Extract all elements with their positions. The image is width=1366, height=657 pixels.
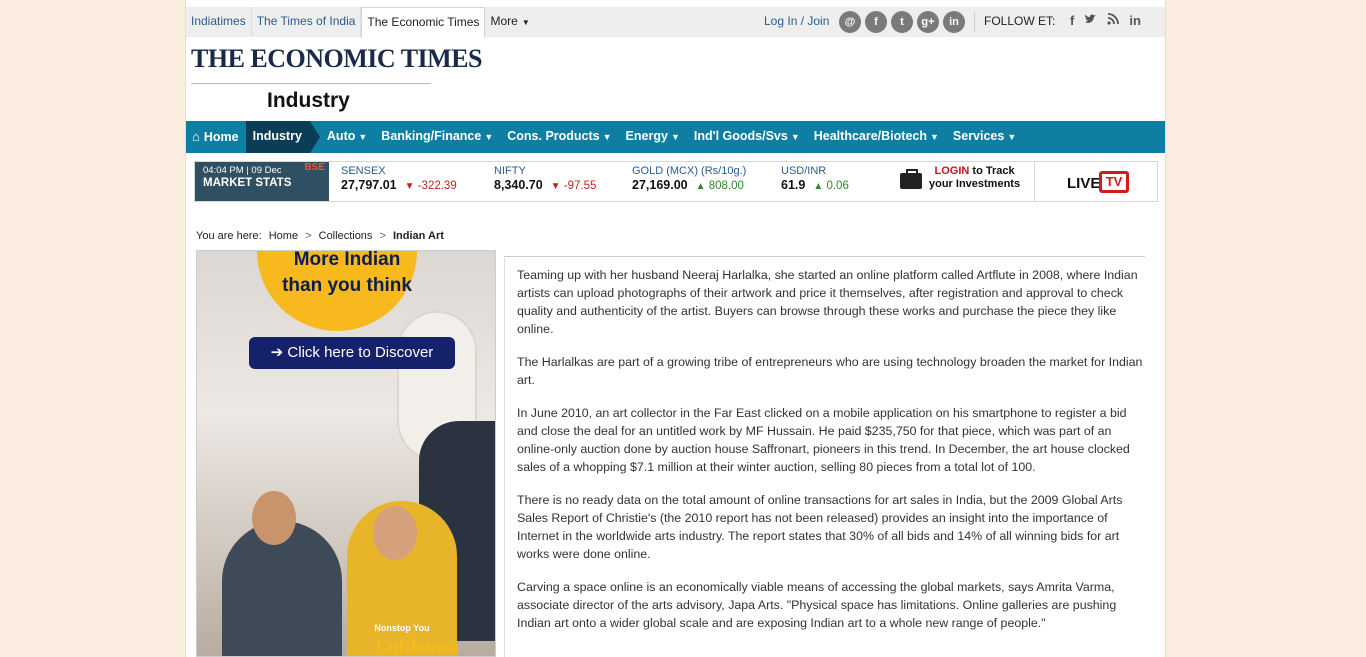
article-body: [517, 266, 1147, 647]
live-tv-button[interactable]: [1034, 162, 1158, 201]
track-text: to Track: [969, 165, 1015, 177]
track-login-text: LOGIN: [934, 165, 970, 177]
market-stats-bar: [194, 161, 1158, 202]
follow-icons: [1070, 7, 1141, 35]
nav-energy[interactable]: [619, 121, 687, 153]
section-title: Industry: [267, 89, 350, 112]
article-paragraph: In June 2010, an art collector in the Far East clicked on a mobile application on his smartphone to register a bid and close the deal for an untitled work by MF Hussain. He paid $235,750 for that piece, which was part of an online-only auction done by auction house Saffronart, pioneers in this trend. In December, the art house clocked sales of a whopping $7.1 million at their winter auction, selling 80 pieces from a total lot of 100.: [517, 406, 1130, 474]
down-arrow-icon: ▼: [404, 181, 415, 192]
down-arrow-icon: ▼: [550, 181, 561, 192]
nav-banking-finance[interactable]: [374, 121, 500, 153]
ad-headline: [197, 250, 496, 299]
track-text-line2: your Investments: [929, 178, 1021, 190]
linkedin-follow-icon[interactable]: in: [1129, 13, 1141, 28]
ad-headline-line1: More Indian: [293, 250, 401, 270]
linkedin-icon[interactable]: in: [943, 11, 965, 33]
ad-passenger-face: [373, 506, 417, 560]
logo-divider: [191, 83, 431, 84]
market-item-name: SENSEX: [341, 165, 386, 177]
main-nav: [186, 121, 1166, 153]
nav-label: Auto: [326, 129, 356, 143]
login-join-link[interactable]: Log In / Join: [764, 14, 830, 28]
market-stats-label-box[interactable]: [195, 162, 329, 201]
chevron-down-icon: ▼: [790, 132, 800, 142]
follow-label: FOLLOW ET:: [984, 14, 1056, 28]
email-icon[interactable]: @: [839, 11, 861, 33]
nav-label: Cons. Products: [507, 129, 600, 143]
market-item-name: GOLD (MCX) (Rs/10g.): [632, 165, 747, 177]
home-icon: ⌂: [192, 129, 200, 144]
chevron-down-icon: ▼: [602, 132, 612, 142]
market-item-gold[interactable]: [632, 165, 746, 192]
article-paragraph: Carving a space online is an economically viable means of accessing the global markets, says Amrita Varma, associate director of the arts advisory, Japa Arts. "Physical space has limitations. Online galleries are pushing Indian art onto a wider global scale and are exposing Indian art to a whole new range of people.": [517, 580, 1117, 630]
chevron-down-icon: ▼: [670, 132, 680, 142]
chevron-down-icon: ▼: [1007, 132, 1017, 142]
market-item-nifty[interactable]: [494, 165, 596, 192]
link-indiatimes[interactable]: Indiatimes: [186, 7, 252, 37]
nav-healthcare[interactable]: [807, 121, 946, 153]
market-item-value: 27,797.01: [341, 178, 397, 192]
divider: [974, 12, 975, 32]
market-item-change: 808.00: [708, 180, 744, 192]
article: [504, 256, 1166, 657]
market-stats-label: MARKET STATS: [203, 177, 292, 189]
share-icons: [839, 11, 965, 33]
briefcase-icon: [900, 173, 922, 189]
chevron-down-icon: ▼: [484, 132, 494, 142]
nav-label: Energy: [625, 129, 668, 143]
breadcrumb-separator: >: [379, 230, 386, 242]
nav-label: Banking/Finance: [381, 129, 482, 143]
market-time: 04:04 PM | 09 Dec: [203, 165, 282, 176]
network-links: [186, 7, 535, 37]
article-divider: [505, 256, 1145, 257]
market-item-value: 8,340.70: [494, 178, 543, 192]
nav-cons-products[interactable]: [500, 121, 618, 153]
ad-cta-button[interactable]: [249, 337, 455, 369]
market-item-sensex[interactable]: [341, 165, 457, 192]
ad-passenger-face: [252, 491, 296, 545]
nav-label: Industry: [252, 129, 302, 143]
more-label: More: [490, 14, 518, 28]
nav-industry[interactable]: [246, 121, 310, 153]
market-item-change: 0.06: [826, 180, 849, 192]
live-label: LIVE: [1067, 175, 1101, 192]
page-container: [185, 0, 1166, 657]
article-paragraph: There is no ready data on the total amount of online transactions for art sales in India, but the 2009 Global Arts Sales Report of Christie's (the 2010 report has not been released) provides an insight into the importance of Internet in the worldwide arts industry. The report states that 30% of all bids and 14% of all winning bids for art works were done online.: [517, 493, 1123, 561]
nav-indl-goods[interactable]: [687, 121, 807, 153]
market-item-change: -322.39: [417, 180, 457, 192]
google-plus-icon[interactable]: g+: [917, 11, 939, 33]
nav-label: Home: [203, 130, 239, 144]
nav-services[interactable]: [946, 121, 1023, 153]
breadcrumb: [196, 230, 448, 242]
ad-cta-label: Click here to Discover: [287, 344, 434, 361]
ad-tagline: Nonstop You: [374, 623, 430, 633]
ad-headline-line2: than you think: [282, 275, 412, 296]
nav-label: Healthcare/Biotech: [813, 129, 927, 143]
rss-icon[interactable]: [1107, 7, 1119, 35]
market-item-name: NIFTY: [494, 165, 526, 177]
facebook-follow-icon[interactable]: f: [1070, 13, 1075, 28]
breadcrumb-collections[interactable]: Collections: [318, 230, 373, 242]
chevron-down-icon: ▼: [358, 132, 368, 142]
nav-home[interactable]: [186, 121, 246, 153]
ad-brand-logo: Lufthansa: [375, 637, 459, 657]
breadcrumb-prefix: You are here:: [196, 230, 262, 242]
market-item-change: -97.55: [563, 180, 597, 192]
more-menu[interactable]: [485, 7, 534, 37]
market-item-name: USD/INR: [781, 165, 827, 177]
advertisement[interactable]: [196, 250, 496, 657]
site-logo[interactable]: THE ECONOMIC TIMES: [191, 44, 483, 73]
link-economic-times[interactable]: The Economic Times: [361, 7, 485, 38]
twitter-follow-icon[interactable]: [1084, 7, 1097, 35]
twitter-icon[interactable]: t: [891, 11, 913, 33]
nav-label: Services: [952, 129, 1005, 143]
login-to-track-link[interactable]: [929, 165, 1020, 191]
up-arrow-icon: ▲: [695, 181, 706, 192]
article-paragraph: The Harlalkas are part of a growing tribe of entrepreneurs who are using technology broaden the market for Indian art.: [517, 355, 1143, 387]
facebook-icon[interactable]: f: [865, 11, 887, 33]
breadcrumb-home[interactable]: Home: [268, 230, 299, 242]
arrow-right-icon: ➔: [270, 344, 284, 361]
breadcrumb-separator: >: [305, 230, 312, 242]
market-item-usdinr[interactable]: [781, 165, 849, 192]
exchange-badge: BSE: [304, 162, 325, 173]
nav-auto[interactable]: [320, 121, 374, 153]
chevron-down-icon: ▼: [929, 132, 939, 142]
chevron-down-icon: ▼: [521, 18, 530, 27]
link-times-of-india[interactable]: The Times of India: [252, 7, 362, 37]
market-item-value: 61.9: [781, 178, 806, 192]
market-item-value: 27,169.00: [632, 178, 688, 192]
up-arrow-icon: ▲: [813, 181, 824, 192]
breadcrumb-current: Indian Art: [393, 230, 444, 242]
tv-icon: TV: [1099, 171, 1129, 193]
nav-label: Ind'l Goods/Svs: [693, 129, 788, 143]
article-paragraph: Teaming up with her husband Neeraj Harlalka, she started an online platform called Artflute in 2008, where Indian artists can upload photographs of their artwork and price it themselves, after registration and approval to check quality and authenticity of the artist. Buyers can browse through these works and purchase the piece they like online.: [517, 268, 1138, 336]
top-bar: [186, 7, 1166, 37]
